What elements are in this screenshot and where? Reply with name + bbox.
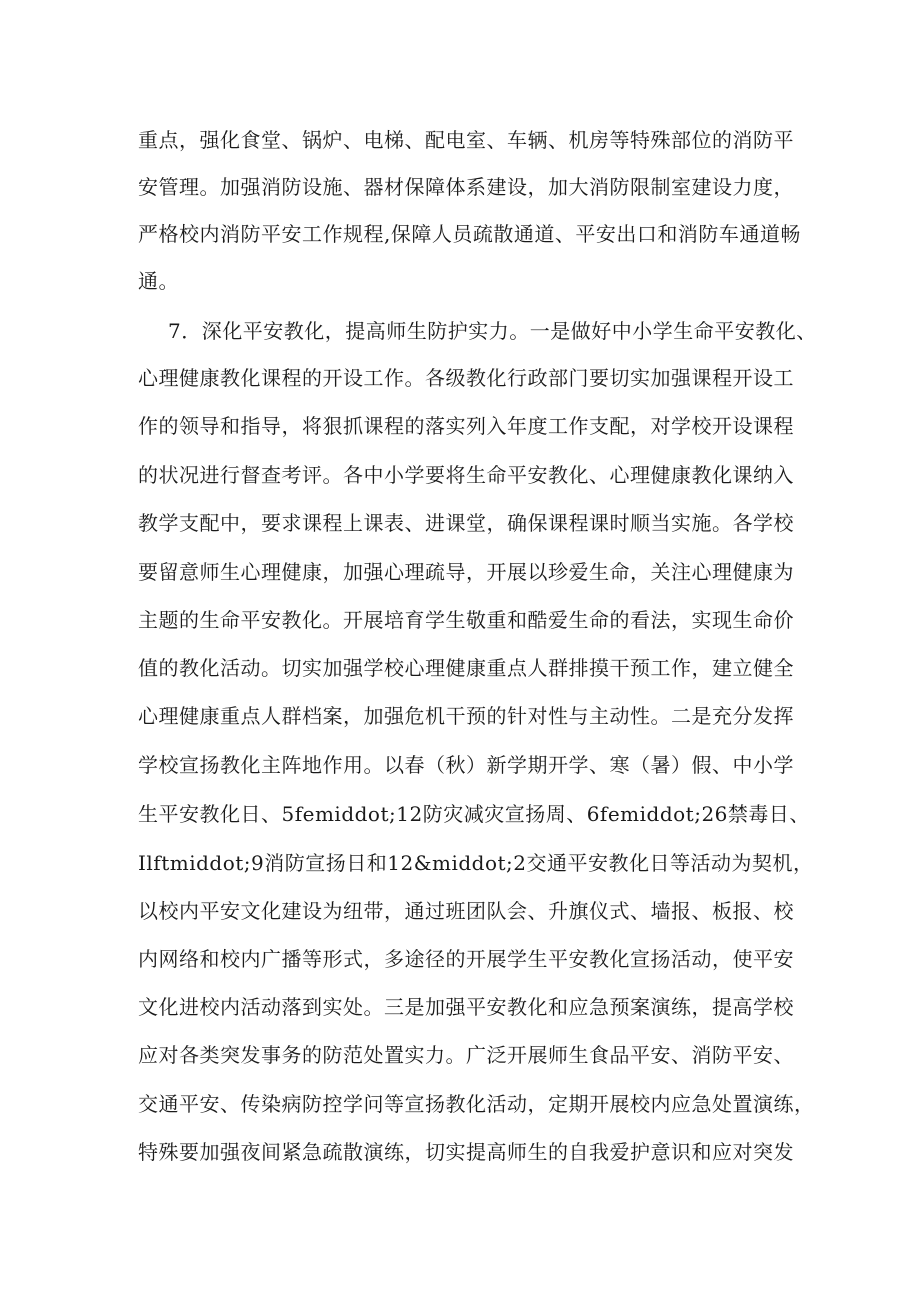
text-line-13: 心理健康重点人群档案，加强危机干预的针对性与主动性。二是充分发挥 [138, 704, 794, 728]
section-7-heading-line: 7．深化平安教化，提高师生防护实力。一是做好中小学生命平安教化、 [168, 319, 817, 343]
text-line-16: Ilftmiddot;9消防宣扬日和12&middot;2交通平安教化日等活动为契机， [138, 851, 814, 875]
text-line-3: 严格校内消防平安工作规程,保障人员疏散通道、平安出口和消防车通道畅 [138, 222, 801, 246]
text-line-19: 文化进校内活动落到实处。三是加强平安教化和应急预案演练，提高学校 [138, 995, 794, 1019]
text-line-21: 交通平安、传染病防控学问等宣扬教化活动，定期开展校内应急处置演练， [138, 1092, 815, 1116]
text-line-4: 通。 [138, 269, 179, 293]
text-line-17: 以校内平安文化建设为纽带，通过班团队会、升旗仪式、墙报、板报、校 [138, 899, 794, 923]
text-line-6: 心理健康教化课程的开设工作。各级教化行政部门要切实加强课程开设工 [138, 366, 794, 390]
text-line-18: 内网络和校内广播等形式，多途径的开展学生平安教化宣扬活动，使平安 [138, 947, 794, 971]
text-line-22: 特殊要加强夜间紧急疏散演练，切实提高师生的自我爱护意识和应对突发 [138, 1140, 794, 1164]
text-line-11: 主题的生命平安教化。开展培育学生敬重和酷爱生命的看法，实现生命价 [138, 608, 794, 632]
text-line-2: 安管理。加强消防设施、器材保障体系建设，加大消防限制室建设力度， [138, 175, 794, 199]
text-line-1: 重点，强化食堂、锅炉、电梯、配电室、车辆、机房等特殊部位的消防平 [138, 128, 794, 152]
text-line-14: 学校宣扬教化主阵地作用。以春（秋）新学期开学、寒（暑）假、中小学 [138, 753, 794, 777]
text-line-9: 教学支配中，要求课程上课表、进课堂，确保课程课时顺当实施。各学校 [138, 511, 794, 535]
text-line-20: 应对各类突发事务的防范处置实力。广泛开展师生食品平安、消防平安、 [138, 1043, 794, 1067]
text-line-10: 要留意师生心理健康，加强心理疏导，开展以珍爱生命，关注心理健康为 [138, 560, 794, 584]
text-line-12: 值的教化活动。切实加强学校心理健康重点人群排摸干预工作，建立健全 [138, 656, 794, 680]
text-line-15: 生平安教化日、5femiddot;12防灾减灾宣扬周、6femiddot;26禁毒日、 [138, 802, 810, 826]
text-line-7: 作的领导和指导，将狠抓课程的落实列入年度工作支配，对学校开设课程 [138, 414, 794, 438]
text-line-8: 的状况进行督查考评。各中小学要将生命平安教化、心理健康教化课纳入 [138, 463, 794, 487]
